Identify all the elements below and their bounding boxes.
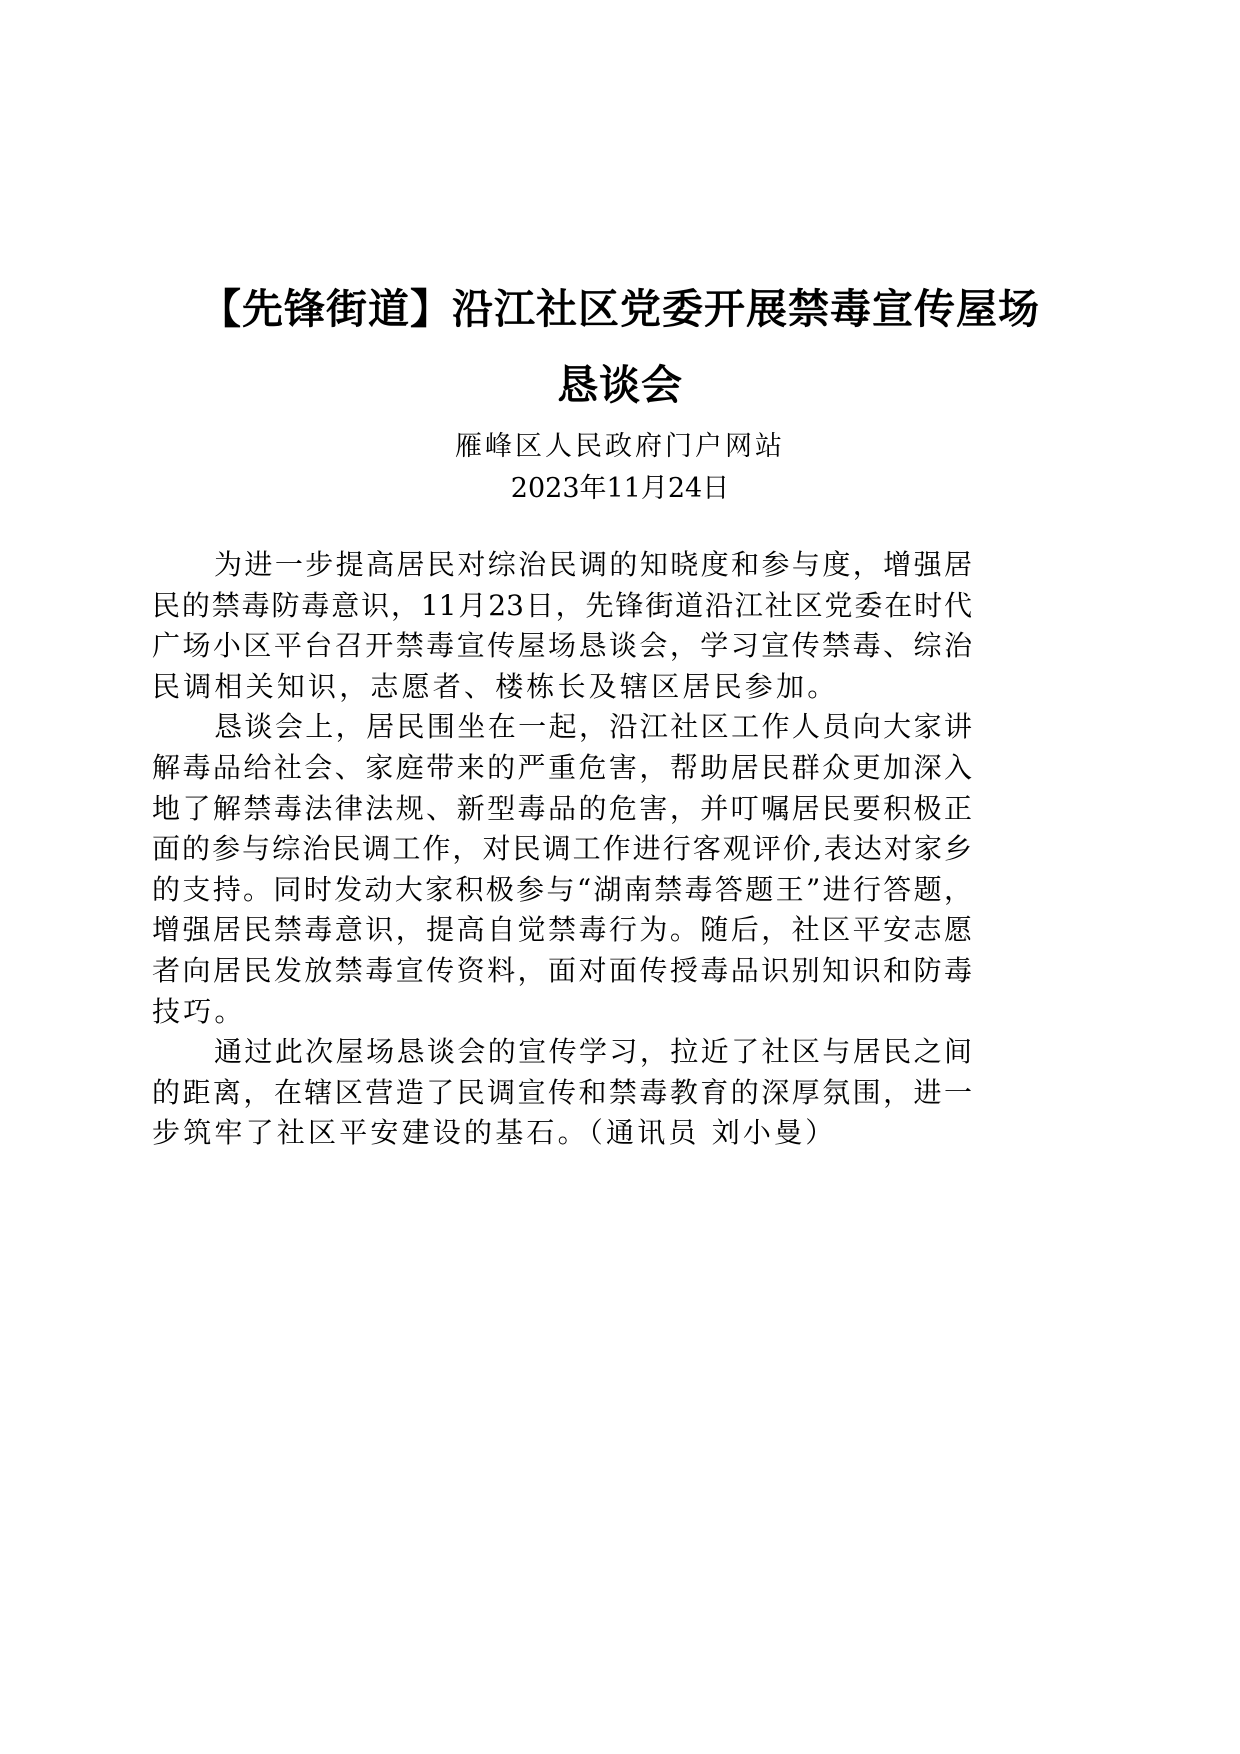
article-body [152,545,972,1154]
article-title-line-2: 恳谈会 [557,361,683,409]
body-line: 民的禁毒防毒意识，11月23日，先锋街道沿江社区党委在时代 [152,588,972,622]
body-line: 地了解禁毒法律法规、新型毒品的危害，并叮嘱居民要积极正 [152,791,972,825]
body-line: 的距离，在辖区营造了民调宣传和禁毒教育的深厚氛围，进一 [152,1075,972,1109]
body-line: 者向居民发放禁毒宣传资料，面对面传授毒品识别知识和防毒 [152,953,972,987]
body-line: 通过此次屋场恳谈会的宣传学习，拉近了社区与居民之间 [214,1035,972,1069]
body-line: 技巧。 [152,994,246,1028]
body-line: 为进一步提高居民对综治民调的知晓度和参与度，增强居 [214,548,972,581]
article-source: 雁峰区人民政府门户网站 [455,431,785,462]
body-line: 民调相关知识，志愿者、楼栋长及辖区居民参加。 [152,669,839,703]
body-line: 的支持。同时发动大家积极参与“湖南禁毒答题王”进行答题， [152,872,972,906]
body-line: 解毒品给社会、家庭带来的严重危害，帮助居民群众更加深入 [152,750,972,784]
body-line: 恳谈会上，居民围坐在一起，沿江社区工作人员向大家讲 [214,710,972,744]
article-title-line-1: 【先锋街道】沿江社区党委开展禁毒宣传屋场 [200,285,1040,333]
body-line: 增强居民禁毒意识，提高自觉禁毒行为。随后，社区平安志愿 [152,913,972,947]
body-line: 广场小区平台召开禁毒宣传屋场恳谈会，学习宣传禁毒、综治 [152,629,972,663]
body-line: 步筑牢了社区平安建设的基石。（通讯员 刘小曼） [152,1116,837,1150]
article-date: 2023年11月24日 [510,473,730,504]
body-line: 面的参与综治民调工作，对民调工作进行客观评价,表达对家乡 [152,832,972,866]
